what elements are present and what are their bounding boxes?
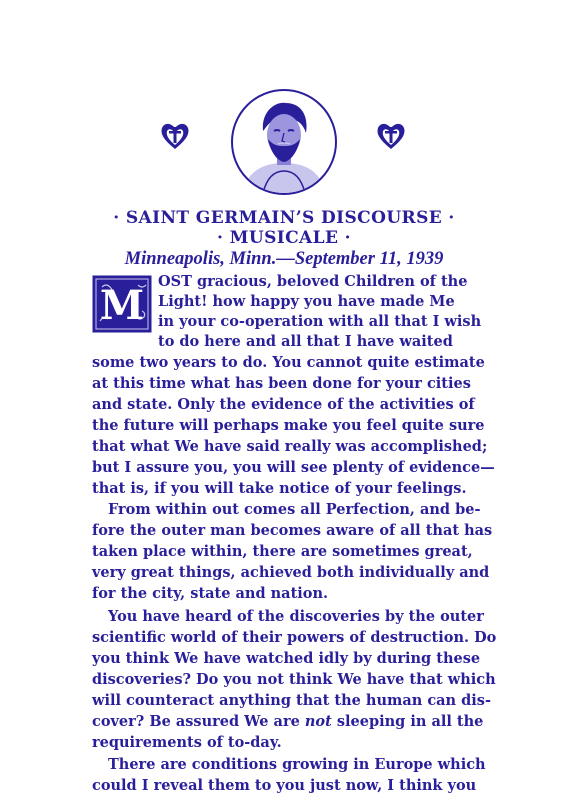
paragraph-line: taken place within, there are sometimes great, xyxy=(92,543,473,560)
paragraph-line: From within out comes all Perfection, and be- xyxy=(108,501,481,518)
paragraph-line: for the city, state and nation. xyxy=(92,585,329,602)
paragraph-line: will counteract anything that the human can dis- xyxy=(92,692,491,709)
svg-text:M: M xyxy=(99,282,145,329)
paragraph-line: There are conditions growing in Europe which xyxy=(108,756,486,773)
line-text: cover? Be assured We are xyxy=(92,713,305,730)
discourse-subtitle: · MUSICALE · xyxy=(217,228,351,248)
heart-ornament-icon xyxy=(158,118,192,152)
paragraph-line: that is, if you will take notice of your feelings. xyxy=(92,480,467,497)
paragraph-line: You have heard of the discoveries by the outer xyxy=(108,608,484,625)
heart-ornament-icon xyxy=(374,118,408,152)
decorated-initial-m-icon xyxy=(92,275,152,333)
paragraph-line: OST gracious, beloved Children of the xyxy=(158,273,468,290)
paragraph-line: requirements of to-day. xyxy=(92,734,282,751)
line-text: sleeping in all the xyxy=(331,713,484,730)
paragraph-line: very great things, achieved both individually and xyxy=(92,564,490,581)
paragraph-line: that what We have said really was accomplished; xyxy=(92,438,488,455)
paragraph-line: and state. Only the evidence of the activities of xyxy=(92,396,475,413)
discourse-title: · SAINT GERMAIN’S DISCOURSE · xyxy=(113,208,455,228)
paragraph-line: you think We have watched idly by during these xyxy=(92,650,481,667)
paragraph-line: at this time what has been done for your cities xyxy=(92,375,471,392)
paragraph-line: fore the outer man becomes aware of all that has xyxy=(92,522,493,539)
emphasis-text: not xyxy=(304,713,332,730)
paragraph-line: scientific world of their powers of destruction. Do xyxy=(92,629,497,646)
paragraph-line: to do here and all that I have waited xyxy=(158,333,453,350)
paragraph-line: but I assure you, you will see plenty of evidence— xyxy=(92,459,495,476)
portrait-medallion-icon xyxy=(231,89,337,195)
paragraph-line: could I reveal them to you just now, I think you xyxy=(92,777,477,794)
paragraph-line: Light! how happy you have made Me xyxy=(158,293,455,310)
paragraph-line xyxy=(92,712,483,732)
dateline: Minneapolis, Minn.—September 11, 1939 xyxy=(124,249,444,269)
paragraph-line: discoveries? Do you not think We have that which xyxy=(92,671,496,688)
paragraph-line: the future will perhaps make you feel quite sure xyxy=(92,417,485,434)
paragraph-line: in your co-operation with all that I wish xyxy=(158,313,482,330)
paragraph-line: some two years to do. You cannot quite estimate xyxy=(92,354,485,371)
